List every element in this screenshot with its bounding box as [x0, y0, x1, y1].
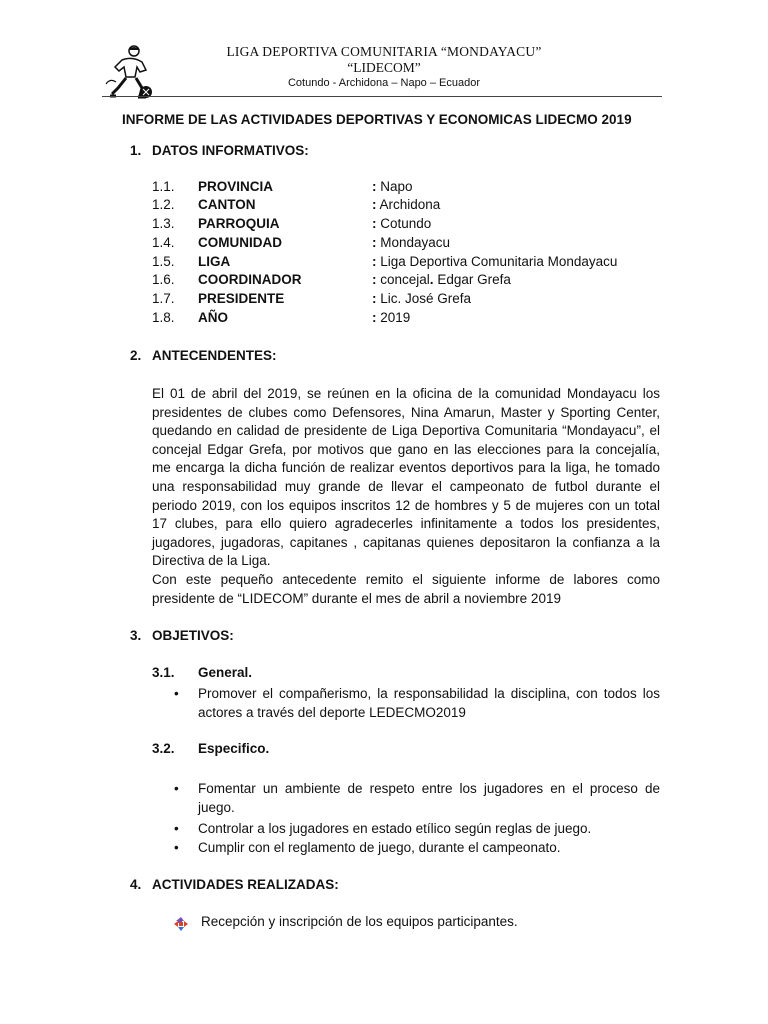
info-row-colon: :: [372, 272, 377, 287]
info-row-number: 1.4.: [152, 235, 175, 250]
section-title: ACTIVIDADES REALIZADAS:: [152, 877, 339, 892]
info-row-value-text: Cotundo: [376, 216, 432, 231]
text-line: presidentes de clubes como Defensores, Nina Amarun, Master y Sporting Center,: [152, 404, 660, 420]
text-line: Con este pequeño antecedente remito el siguiente informe de labores como: [152, 572, 660, 587]
info-row-label: CANTON: [198, 197, 256, 212]
info-row-value-text: Archidona: [376, 197, 441, 212]
header-divider: [102, 96, 662, 97]
text-line: Directiva de la Liga.: [152, 553, 271, 569]
info-row-label: LIGA: [198, 254, 231, 269]
info-row-colon: :: [372, 179, 377, 194]
text-line: me encarga la dicha función de realizar eventos deportivos para la liga, he tomado: [152, 460, 660, 476]
section-number: 2.: [130, 348, 142, 363]
info-row-value: [372, 291, 471, 306]
bullet-dot-icon: •: [174, 686, 179, 701]
bullet-dot-icon: •: [174, 840, 179, 855]
text-line: Fomentar un ambiente de respeto entre los jugadores en el proceso de: [198, 781, 660, 796]
info-row-label: PROVINCIA: [198, 179, 274, 194]
info-row-value: [372, 272, 511, 287]
bullet-dot-icon: •: [174, 821, 179, 836]
header-location: Cotundo - Archidona – Napo – Ecuador: [287, 77, 481, 89]
objective-bullet: [174, 780, 660, 817]
info-row-value-text: Lic. José Grefa: [376, 291, 472, 306]
info-row-number: 1.7.: [152, 291, 175, 306]
objective-bullet: [174, 820, 660, 839]
info-row-number: 1.1.: [152, 179, 175, 194]
objective-bullet: [174, 839, 660, 858]
background-paragraph: [152, 385, 660, 571]
bullet-text: [198, 820, 660, 839]
info-row-colon: :: [372, 310, 377, 325]
text-line: El 01 de abril del 2019, se reúnen en la oficina de la comunidad Mondayacu los: [152, 386, 660, 401]
info-row-value: [372, 197, 440, 212]
bullet-text: [198, 780, 660, 817]
info-row-label: PRESIDENTE: [198, 291, 285, 306]
text-line: Promover el compañerismo, la responsabilidad la disciplina, con todos los: [198, 686, 660, 701]
header-league-acronym: “LIDECOM”: [347, 60, 421, 75]
text-line: presidente de “LIDECOM” durante el mes de abril a noviembre 2019: [152, 590, 561, 606]
text-line: quedando en calidad de presidente de Liga Deportiva Comunitaria “Mondayacu”, el: [152, 423, 660, 439]
info-row-value-text: concejal: [376, 272, 430, 287]
info-row-label: AÑO: [198, 310, 228, 325]
text-line: concejal Edgar Grefa, por motivos que gano en las elecciones para la concejalía,: [152, 441, 660, 457]
info-row-colon: :: [372, 216, 377, 231]
four-way-arrow-bullet-icon: [174, 917, 188, 931]
info-row-label: COMUNIDAD: [198, 235, 282, 250]
section-2-heading: [130, 348, 277, 363]
text-line: periodo 2019, con los equipos inscritos 12 de hombres y 5 de mujeres con un total: [152, 497, 660, 513]
bullet-text: [198, 839, 660, 858]
text-line: Controlar a los jugadores en estado etílico según reglas de juego.: [198, 821, 592, 836]
info-row-value-text: Mondayacu: [376, 235, 451, 250]
text-line: una responsabilidad muy grande de llevar el campeonato de futbol durante el: [152, 478, 660, 494]
section-number: 1.: [130, 143, 142, 158]
header-league-name: LIGA DEPORTIVA COMUNITARIA “MONDAYACU”: [226, 44, 542, 59]
bullet-dot-icon: •: [174, 781, 179, 796]
info-row-number: 1.8.: [152, 310, 175, 325]
section-3-heading: [130, 628, 234, 643]
info-row-number: 1.6.: [152, 272, 175, 287]
section-title: ANTECENDENTES:: [152, 348, 277, 363]
info-row-label: COORDINADOR: [198, 272, 302, 287]
info-row-value-bold: .: [429, 272, 434, 287]
objective-specific-heading: [152, 741, 269, 756]
objective-number: 3.1.: [152, 665, 175, 680]
info-row-colon: :: [372, 254, 377, 269]
info-row-value: [372, 235, 450, 250]
info-row-value-text: Liga Deportiva Comunitaria Mondayacu: [376, 254, 618, 269]
info-row-value-tail: Edgar Grefa: [433, 272, 511, 287]
bullet-text: [198, 685, 660, 722]
info-row-number: 1.3.: [152, 216, 175, 231]
info-row-value-text: Napo: [376, 179, 413, 194]
objective-label: General.: [198, 665, 253, 680]
objective-general-heading: [152, 665, 252, 680]
text-line: Cumplir con el reglamento de juego, durante el campeonato.: [198, 840, 561, 855]
text-line: jugadores, jugadoras, capitanes , capitanas quienes depositaron la confianza a la: [152, 534, 660, 550]
section-number: 3.: [130, 628, 142, 643]
text-line: juego.: [198, 799, 235, 815]
info-row-number: 1.2.: [152, 197, 175, 212]
info-row-value: [372, 216, 431, 231]
section-number: 4.: [130, 877, 142, 892]
info-row-value-text: 2019: [376, 310, 411, 325]
objective-bullet: [174, 685, 660, 722]
info-row-label: PARROQUIA: [198, 216, 280, 231]
objective-number: 3.2.: [152, 741, 175, 756]
info-row-value: [372, 179, 413, 194]
closing-paragraph: [152, 571, 660, 608]
section-4-heading: [130, 877, 339, 892]
info-row-number: 1.5.: [152, 254, 175, 269]
document-title: INFORME DE LAS ACTIVIDADES DEPORTIVAS Y ECONOMICAS LIDECMO 2019: [122, 112, 632, 127]
text-line: 17 clubes, para ello quiero agradecerles infinitamente a todos los presidentes,: [152, 516, 660, 532]
info-row-colon: :: [372, 197, 377, 212]
activity-text: Recepción y inscripción de los equipos participantes.: [201, 914, 518, 929]
section-title: OBJETIVOS:: [152, 628, 234, 643]
text-line: actores a través del deporte LEDECMO2019: [198, 704, 466, 720]
info-row-value: [372, 254, 617, 269]
info-row-colon: :: [372, 291, 377, 306]
info-row-colon: :: [372, 235, 377, 250]
section-1-heading: [130, 143, 309, 158]
info-row-value: [372, 310, 410, 325]
section-title: DATOS INFORMATIVOS:: [152, 143, 309, 158]
objective-label: Especifico.: [198, 741, 270, 756]
